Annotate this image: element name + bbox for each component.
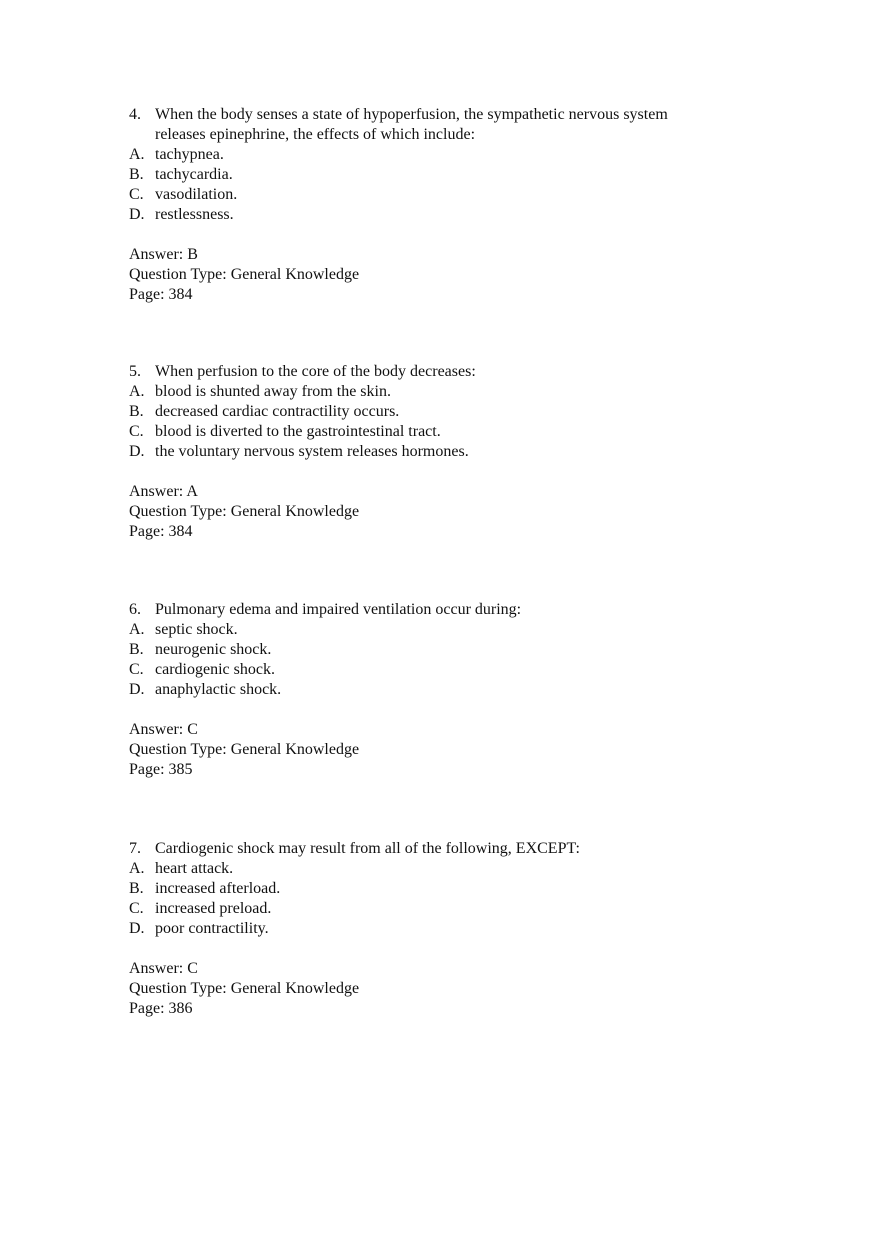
option-text: decreased cardiac contractility occurs.	[155, 403, 400, 420]
option-letter: B.	[129, 166, 144, 183]
answer-option	[129, 919, 729, 939]
answer-key: Answer: C	[129, 721, 198, 738]
question-stem	[129, 600, 729, 620]
question-block	[129, 839, 729, 1019]
page-reference: Page: 385	[129, 761, 193, 778]
option-text: increased preload.	[155, 900, 272, 917]
question-stem-line: When perfusion to the core of the body decreases:	[155, 363, 476, 380]
option-text: cardiogenic shock.	[155, 661, 275, 678]
answer-key: Answer: A	[129, 483, 198, 500]
option-letter: B.	[129, 403, 144, 420]
answer-option	[129, 165, 729, 185]
option-text: the voluntary nervous system releases hormones.	[155, 443, 469, 460]
page-reference: Page: 384	[129, 286, 193, 303]
option-text: vasodilation.	[155, 186, 238, 203]
answer-option	[129, 899, 729, 919]
answer-option	[129, 859, 729, 879]
page-reference: Page: 386	[129, 1000, 193, 1017]
answer-meta	[129, 245, 729, 305]
option-letter: B.	[129, 641, 144, 658]
answer-option	[129, 422, 729, 442]
question-number: 7.	[129, 840, 141, 857]
question-block	[129, 105, 729, 305]
answer-meta	[129, 720, 729, 780]
option-text: heart attack.	[155, 860, 234, 877]
answer-meta	[129, 482, 729, 542]
answer-meta	[129, 959, 729, 1019]
option-letter: C.	[129, 900, 144, 917]
question-type: Question Type: General Knowledge	[129, 503, 360, 520]
answer-option	[129, 640, 729, 660]
question-number: 5.	[129, 363, 141, 380]
option-letter: A.	[129, 621, 145, 638]
option-letter: A.	[129, 146, 145, 163]
question-stem	[129, 362, 729, 382]
option-letter: C.	[129, 186, 144, 203]
page-reference: Page: 384	[129, 523, 193, 540]
answer-option	[129, 185, 729, 205]
option-letter: C.	[129, 661, 144, 678]
answer-option	[129, 382, 729, 402]
question-type: Question Type: General Knowledge	[129, 741, 360, 758]
option-letter: D.	[129, 443, 145, 460]
answer-option	[129, 205, 729, 225]
question-block	[129, 362, 729, 542]
answer-option	[129, 402, 729, 422]
answer-option	[129, 145, 729, 165]
option-text: restlessness.	[155, 206, 234, 223]
answer-key: Answer: B	[129, 246, 198, 263]
answer-option	[129, 879, 729, 899]
question-stem	[129, 839, 729, 859]
option-letter: B.	[129, 880, 144, 897]
option-text: poor contractility.	[155, 920, 269, 937]
question-number: 4.	[129, 106, 141, 123]
question-stem	[129, 105, 729, 145]
answer-option	[129, 660, 729, 680]
question-type: Question Type: General Knowledge	[129, 980, 360, 997]
question-stem-line: Pulmonary edema and impaired ventilation occur during:	[155, 601, 522, 618]
option-text: blood is shunted away from the skin.	[155, 383, 391, 400]
option-letter: D.	[129, 681, 145, 698]
option-text: blood is diverted to the gastrointestinal tract.	[155, 423, 441, 440]
option-text: neurogenic shock.	[155, 641, 272, 658]
question-type: Question Type: General Knowledge	[129, 266, 360, 283]
answer-option	[129, 620, 729, 640]
option-text: tachycardia.	[155, 166, 233, 183]
answer-option	[129, 442, 729, 462]
option-text: anaphylactic shock.	[155, 681, 282, 698]
option-letter: D.	[129, 920, 145, 937]
question-number: 6.	[129, 601, 141, 618]
option-text: increased afterload.	[155, 880, 281, 897]
question-stem-line: When the body senses a state of hypoperfusion, the sympathetic nervous system	[155, 106, 668, 123]
option-letter: A.	[129, 383, 145, 400]
question-stem-line: Cardiogenic shock may result from all of the following, EXCEPT:	[155, 840, 580, 857]
answer-key: Answer: C	[129, 960, 198, 977]
option-text: septic shock.	[155, 621, 238, 638]
question-block	[129, 600, 729, 780]
option-letter: A.	[129, 860, 145, 877]
option-letter: D.	[129, 206, 145, 223]
question-stem-line: releases epinephrine, the effects of which include:	[155, 126, 476, 143]
option-letter: C.	[129, 423, 144, 440]
answer-option	[129, 680, 729, 700]
option-text: tachypnea.	[155, 146, 224, 163]
